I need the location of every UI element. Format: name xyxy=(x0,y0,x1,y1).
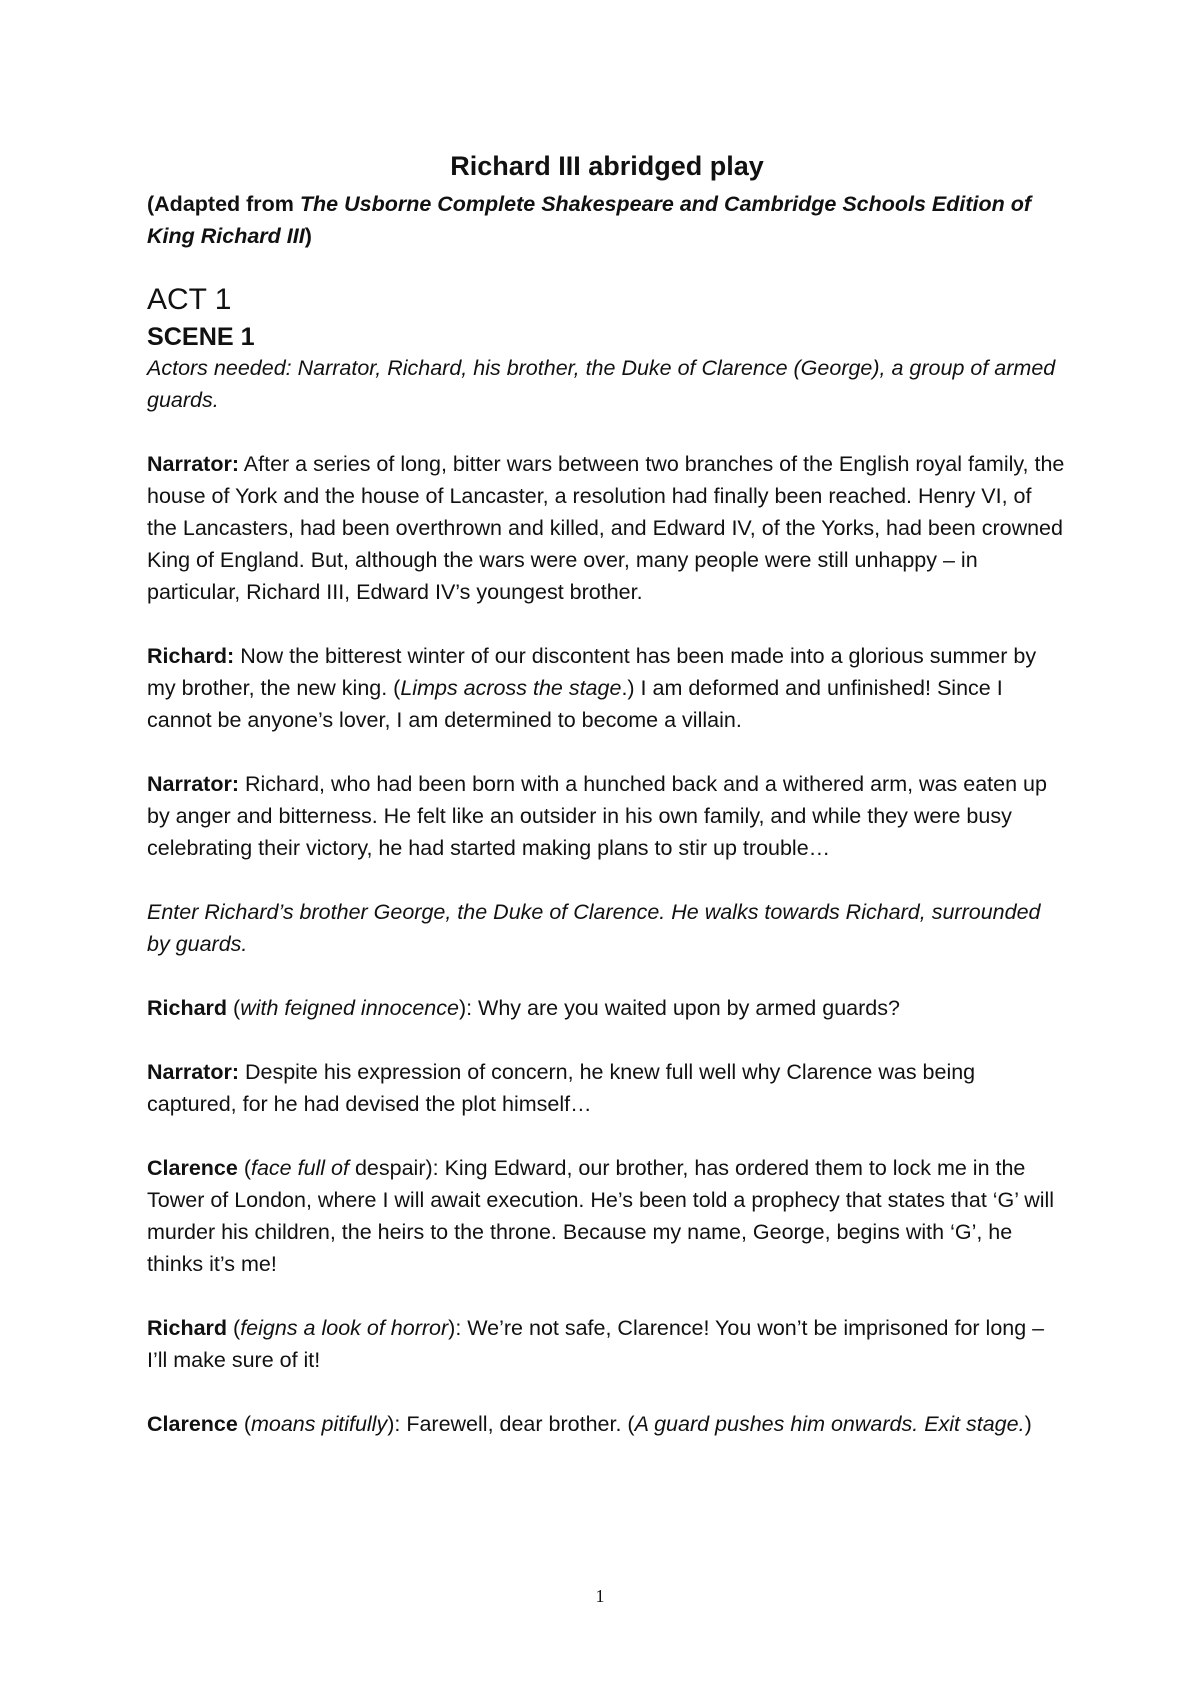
subtitle xyxy=(147,188,1067,252)
paragraph-text: Despite his expression of concern, he knew full well why Clarence was being captured, for he had devised the plot himself… xyxy=(147,1060,976,1116)
stage-direction-enter: Enter Richard’s brother George, the Duke of Clarence. He walks towards Richard, surrounded by guards. xyxy=(147,900,1041,956)
paragraph-richard-2 xyxy=(147,992,1067,1024)
speaker-label: Richard xyxy=(147,1316,228,1340)
subtitle-suffix: ) xyxy=(304,224,312,248)
speaker-label: Narrator: xyxy=(147,1060,239,1084)
paragraph-text: After a series of long, bitter wars between two branches of the English royal family, the house of York and the house of Lancaster, a resolution had finally been reached. Henry VI, of the Lancasters, had been overthrown and killed, and Edward IV, of the Yorks, had been crowned King of England. But, although the wars were over, many people were still unhappy – in particular, Richard III, Edward IV’s youngest brother. xyxy=(147,452,1065,604)
page-title: Richard III abridged play xyxy=(450,151,764,181)
page-number: 1 xyxy=(595,1586,605,1606)
paragraph-text: Richard, who had been born with a hunched back and a withered arm, was eaten up by anger and bitterness. He felt like an outsider in his own family, and while they were busy celebrating their victory, he had started making plans to stir up trouble… xyxy=(147,772,1047,860)
paragraph-clarence-1 xyxy=(147,1152,1067,1280)
paragraph-text: ): We’re not safe, Clarence! You won’t be imprisoned for long – I’ll make sure of it! xyxy=(147,1316,1045,1372)
paragraph-clarence-2 xyxy=(147,1408,1067,1440)
paragraph-narrator-2 xyxy=(147,768,1067,864)
paragraph-text: .) I am deformed and unfinished! Since I cannot be anyone’s lover, I am determined to become a villain. xyxy=(147,676,1003,732)
subtitle-source: The Usborne Complete Shakespeare and Cambridge Schools Edition of King Richard III xyxy=(147,192,1032,248)
speaker-label: Richard: xyxy=(147,644,235,668)
paragraph-text: despair): King Edward, our brother, has ordered them to lock me in the Tower of London, where I will await execution. He’s been told a prophecy that states that ‘G’ will murder his children, the heirs to the throne. Because my name, George, begins with ‘G’, he thinks it’s me! xyxy=(147,1156,1055,1276)
paragraph-text: ): Farewell, dear brother. ( xyxy=(387,1412,635,1436)
actors-needed: Actors needed: Narrator, Richard, his brother, the Duke of Clarence (George), a group of armed guards. xyxy=(147,356,1056,412)
stage-direction: Limps across the stage xyxy=(400,676,622,700)
paragraph-text: ( xyxy=(237,1156,251,1180)
paragraph-narrator-3 xyxy=(147,1056,1067,1120)
page-content xyxy=(147,148,1067,1472)
stage-direction: face full of xyxy=(250,1156,349,1180)
speaker-label: Clarence xyxy=(147,1156,238,1180)
paragraph-richard-1 xyxy=(147,640,1067,736)
speaker-label: Narrator: xyxy=(147,772,239,796)
paragraph-narrator-1 xyxy=(147,448,1067,608)
speaker-label: Richard xyxy=(147,996,228,1020)
act-heading: ACT 1 xyxy=(147,283,232,316)
paragraph-text: ( xyxy=(227,1316,241,1340)
paragraph-text: ( xyxy=(227,996,241,1020)
speaker-label: Clarence xyxy=(147,1412,238,1436)
paragraph-text: Now the bitterest winter of our discontent has been made into a glorious summer by my brother, the new king. ( xyxy=(147,644,1037,700)
subtitle-prefix: (Adapted from xyxy=(147,192,300,216)
paragraph-text: ( xyxy=(237,1412,251,1436)
stage-direction: moans pitifully xyxy=(250,1412,388,1436)
speaker-label: Narrator: xyxy=(147,452,239,476)
paragraph-text: ) xyxy=(1024,1412,1032,1436)
stage-direction: feigns a look of horror xyxy=(240,1316,449,1340)
stage-direction: A guard pushes him onwards. Exit stage. xyxy=(634,1412,1025,1436)
scene-heading: SCENE 1 xyxy=(147,323,255,351)
paragraph-text: ): Why are you waited upon by armed guards? xyxy=(458,996,900,1020)
paragraph-richard-3 xyxy=(147,1312,1067,1376)
stage-direction: with feigned innocence xyxy=(240,996,459,1020)
